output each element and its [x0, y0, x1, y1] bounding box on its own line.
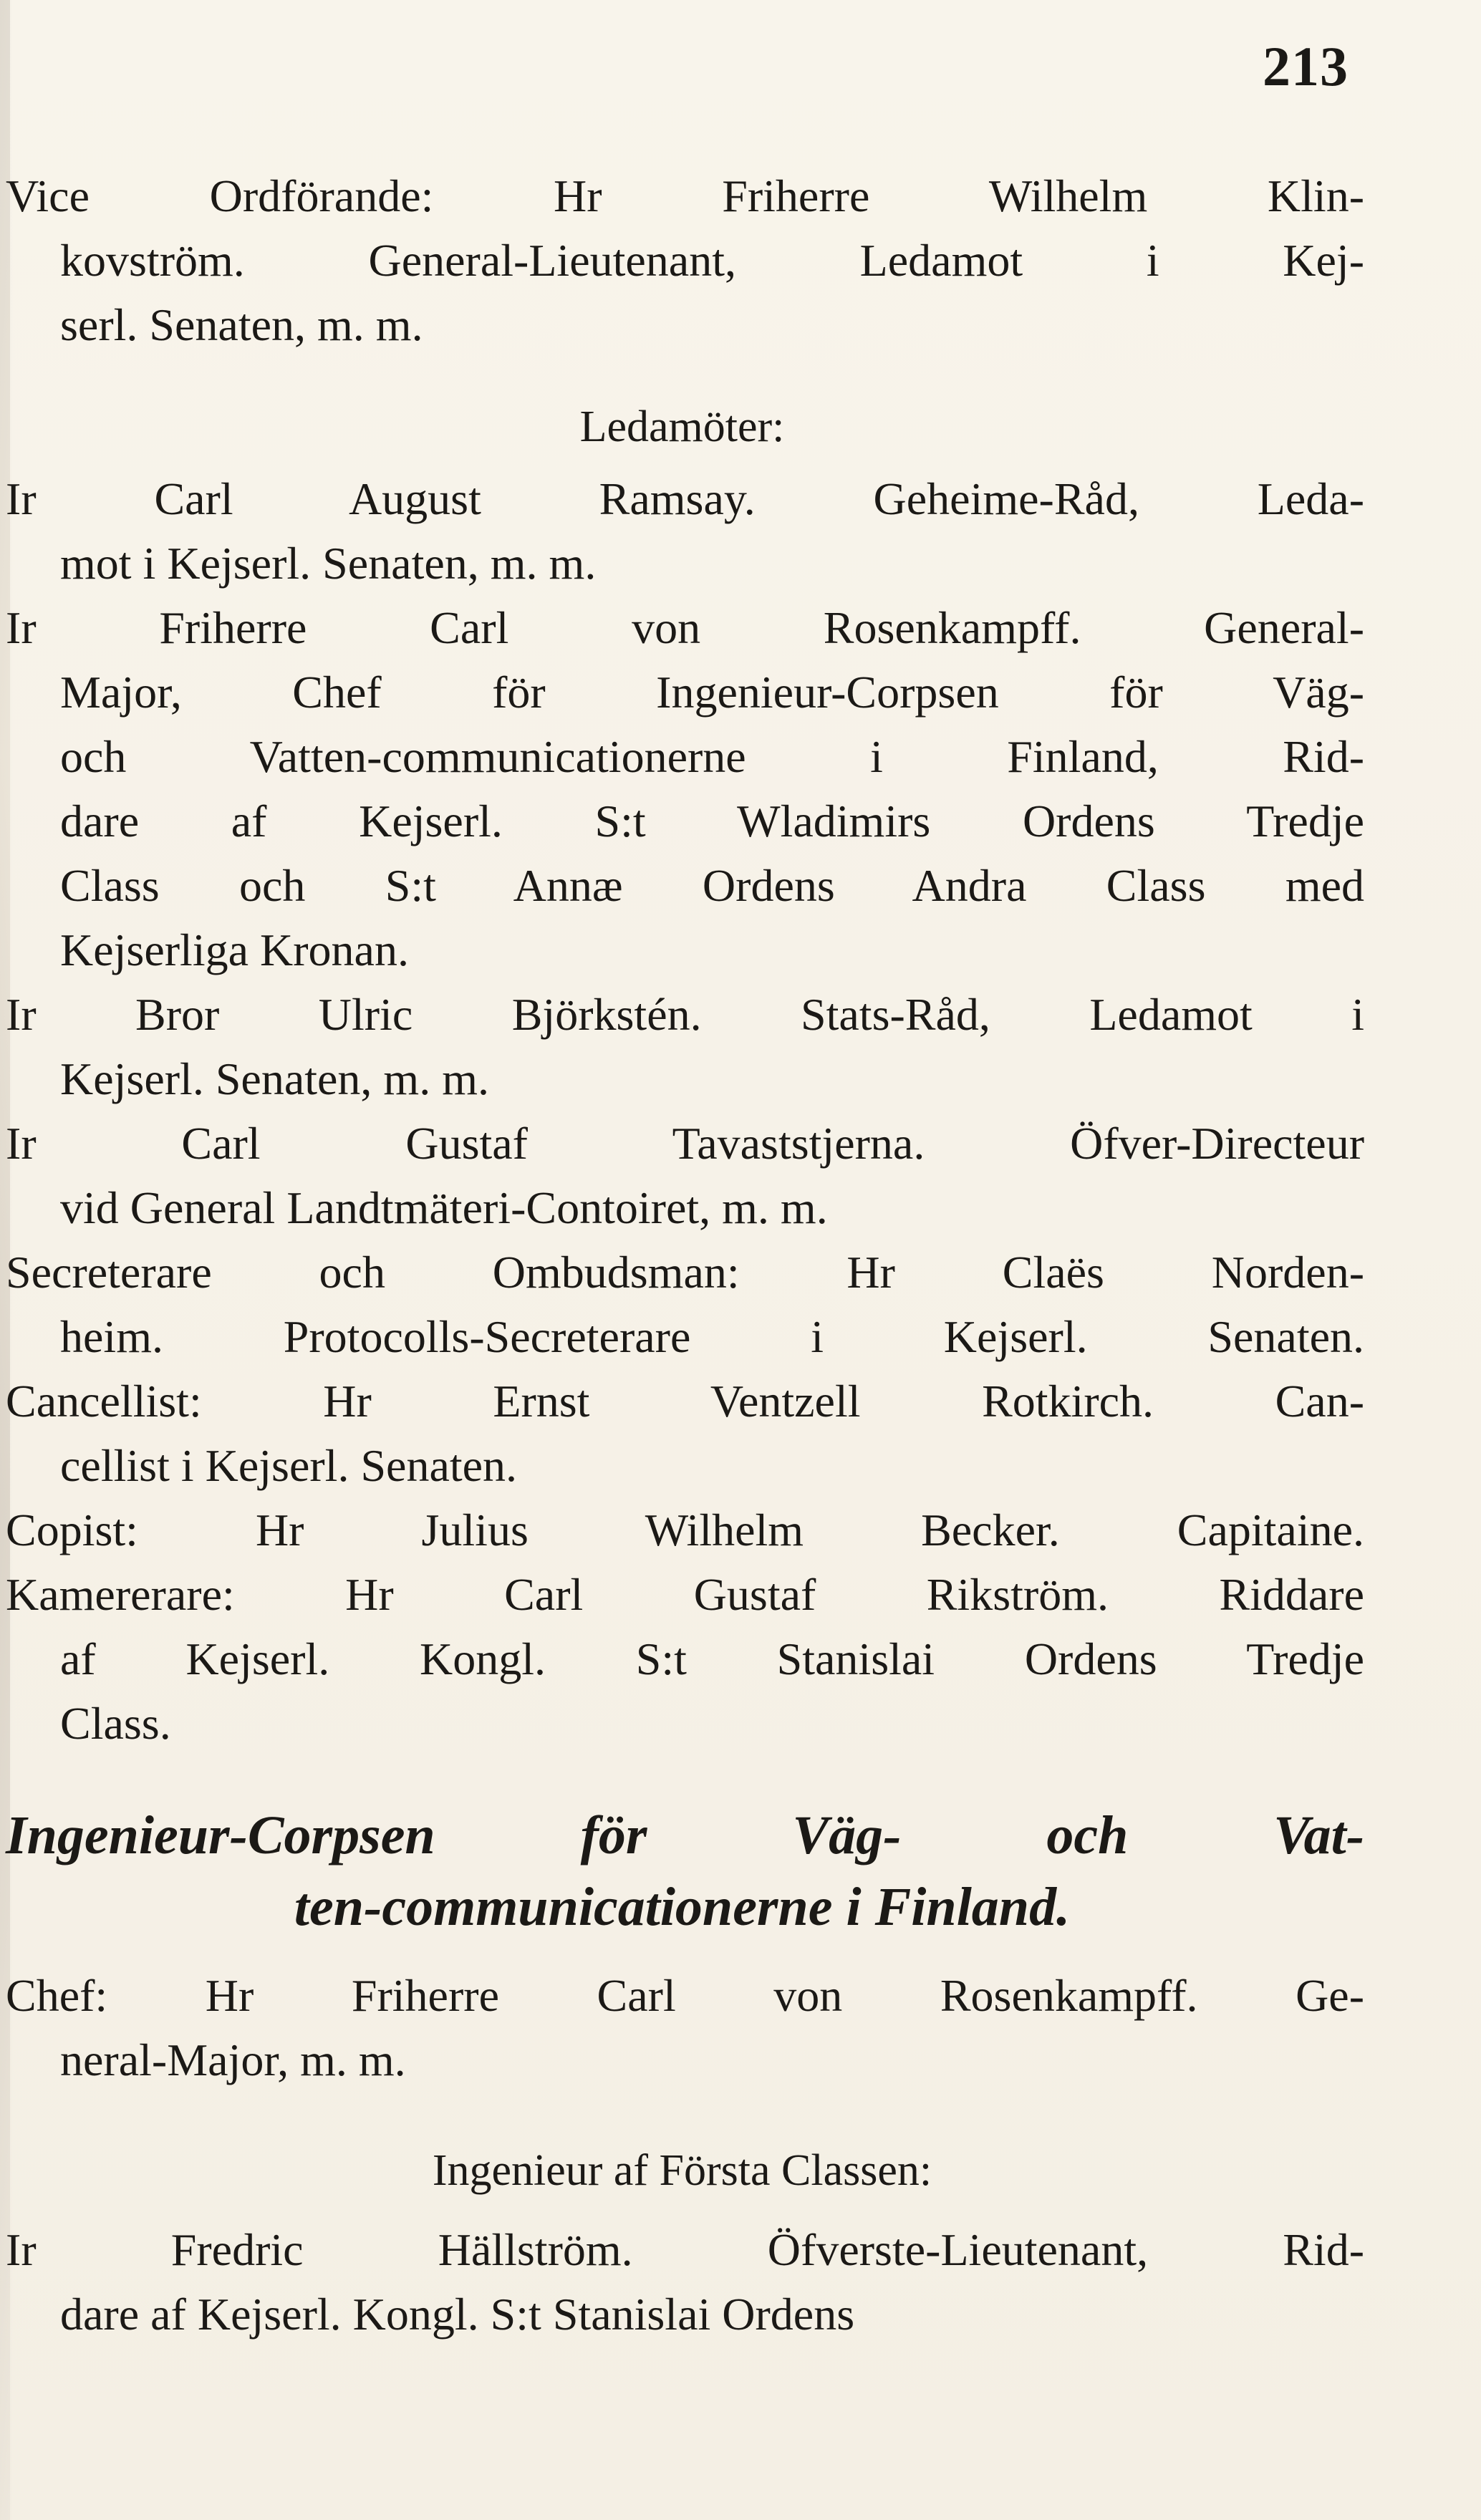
line-31: dare af Kejserl. Kongl. S:t Stanislai Ordens — [60, 2289, 855, 2340]
line-16: vid General Landtmäteri-Contoiret, m. m. — [60, 1182, 828, 1233]
line-14: Kejserl. Senaten, m. m. — [60, 1053, 489, 1104]
line-8: Major, Chef för Ingenieur-Corpsen för Väg- — [60, 667, 1364, 718]
section-heading-ledamoter: Ledamöter: — [579, 402, 785, 451]
line-19: Cancellist: Hr Ernst Ventzell Rotkirch. Can- — [6, 1376, 1364, 1426]
page-number: 213 — [1263, 35, 1349, 97]
line-28: neral-Major, m. m. — [60, 2034, 406, 2085]
line-17: Secreterare och Ombudsman: Hr Claës Norden- — [6, 1247, 1364, 1298]
line-27: Chef: Hr Friherre Carl von Rosenkampff. Ge- — [6, 1970, 1364, 2021]
line-13: Ir Bror Ulric Björkstén. Stats-Råd, Ledamot i — [6, 989, 1364, 1040]
line-15: Ir Carl Gustaf Tavaststjerna. Öfver-Directeur — [6, 1118, 1364, 1169]
line-6: mot i Kejserl. Senaten, m. m. — [60, 538, 597, 589]
line-12: Kejserliga Kronan. — [60, 925, 409, 975]
line-20: cellist i Kejserl. Senaten. — [60, 1440, 518, 1491]
line-18: heim. Protocolls-Secreterare i Kejserl. Senaten. — [60, 1311, 1364, 1362]
line-5: Ir Carl August Ramsay. Geheime-Råd, Leda- — [6, 473, 1364, 524]
section-heading-ingenieur: Ingenieur af Första Classen: — [432, 2146, 932, 2195]
line-30: Ir Fredric Hällström. Öfverste-Lieutenant, Rid- — [6, 2224, 1364, 2275]
section-title-line-2: ten-communicationerne i Finland. — [294, 1877, 1071, 1937]
line-11: Class och S:t Annæ Ordens Andra Class med — [60, 860, 1364, 911]
line-10: dare af Kejserl. S:t Wladimirs Ordens Tredje — [60, 796, 1364, 846]
line-3: serl. Senaten, m. m. — [60, 299, 423, 350]
line-21: Copist: Hr Julius Wilhelm Becker. Capitaine. — [6, 1505, 1364, 1555]
line-2: kovström. General-Lieutenant, Ledamot i Kej- — [60, 235, 1364, 286]
section-title-line-1: Ingenieur-Corpsen för Väg- och Vat- — [6, 1805, 1364, 1865]
line-1: Vice Ordförande: Hr Friherre Wilhelm Klin- — [6, 170, 1364, 221]
line-22: Kamererare: Hr Carl Gustaf Rikström. Riddare — [6, 1569, 1364, 1620]
line-24: Class. — [60, 1698, 171, 1749]
line-7: Ir Friherre Carl von Rosenkampff. General- — [6, 602, 1364, 653]
line-9: och Vatten-communicationerne i Finland, Rid- — [60, 731, 1364, 782]
line-23: af Kejserl. Kongl. S:t Stanislai Ordens Tredje — [60, 1633, 1364, 1684]
